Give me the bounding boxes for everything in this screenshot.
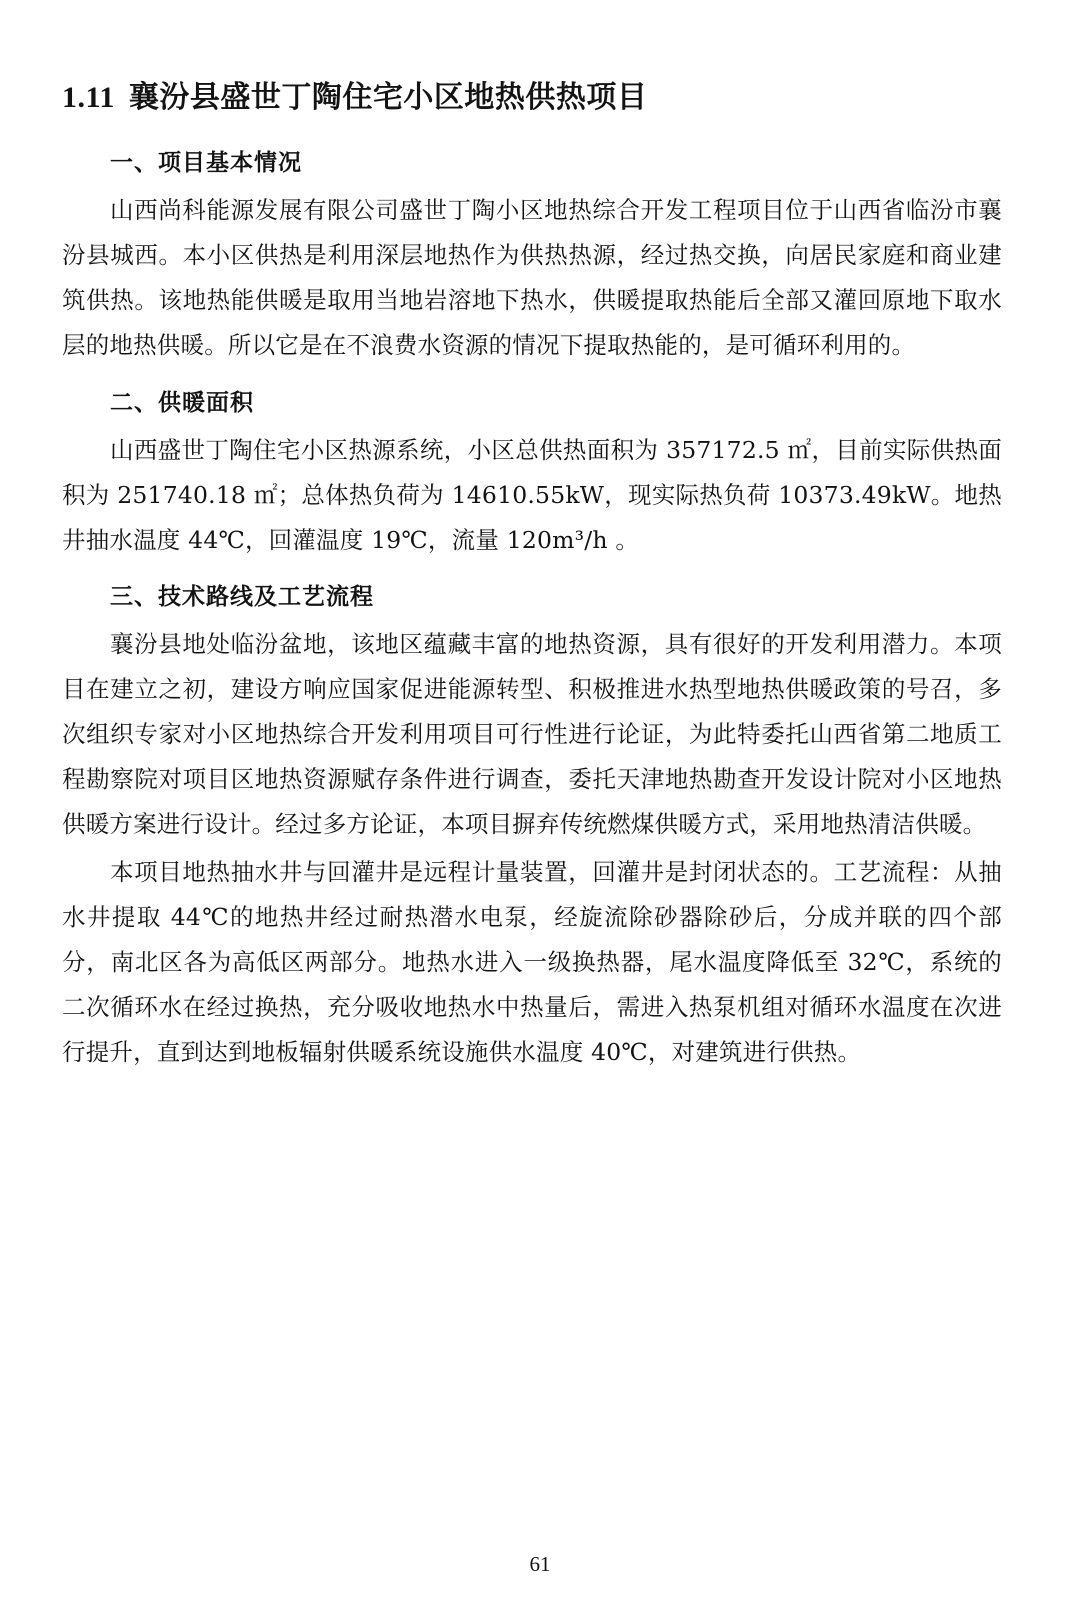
section-3-paragraph-1: 襄汾县地处临汾盆地，该地区蕴藏丰富的地热资源，具有很好的开发利用潜力。本项目在建立之初，建设方响应国家促进能源转型、积极推进水热型地热供暖政策的号召，多次组织专家对小区地热综合开发利用项目可行性进行论证，为此特委托山西省第二地质工程勘察院对项目区地热资源赋存条件进行调查，委托天津地热勘查开发设计院对小区地热供暖方案进行设计。经过多方论证，本项目摒弃传统燃煤供暖方式，采用地热清洁供暖。 — [62, 630, 1002, 839]
section-heading-1: 一、项目基本情况 — [110, 149, 302, 176]
section-3-paragraph-2: 本项目地热抽水井与回灌井是远程计量装置，回灌井是封闭状态的。工艺流程：从抽水井提取 44℃的地热井经过耐热潜水电泵，经旋流除砂器除砂后，分成并联的四个部分，南北区各为高低区两部分。地热水进入一级换热器，尾水温度降低至 32℃，系统的二次循环水在经过换热，充分吸收地热水中热量后，需进入热泵机组对循环水温度在次进行提升，直到达到地板辐射供暖系统设施供水温度 40℃，对建筑进行供热。 — [62, 857, 1002, 1067]
section-heading-2: 二、供暖面积 — [110, 388, 254, 416]
page-title — [62, 78, 1002, 117]
page-title-text: 襄汾县盛世丁陶住宅小区地热供热项目 — [128, 80, 648, 115]
page-number: 61 — [529, 1552, 551, 1576]
section-heading-3: 三、技术路线及工艺流程 — [110, 582, 374, 610]
section-1-paragraph-1: 山西尚科能源发展有限公司盛世丁陶小区地热综合开发工程项目位于山西省临汾市襄汾县城西。本小区供热是利用深层地热作为供热热源，经过热交换，向居民家庭和商业建筑供热。该地热能供暖是取用当地岩溶地下热水，供暖提取热能后全部又灌回原地下取水层的地热供暖。所以它是在不浪费水资源的情况下提取热能的，是可循环利用的。 — [62, 196, 1002, 360]
section-2-paragraph-1: 山西盛世丁陶住宅小区热源系统，小区总供热面积为 357172.5 ㎡，目前实际供热面积为 251740.18 ㎡；总体热负荷为 14610.55kW，现实际热负荷 10373.49kW。地热井抽水温度 44℃，回灌温度 19℃，流量 120m³/h 。 — [62, 435, 1002, 554]
page-title-number: 1.11 — [62, 81, 115, 114]
